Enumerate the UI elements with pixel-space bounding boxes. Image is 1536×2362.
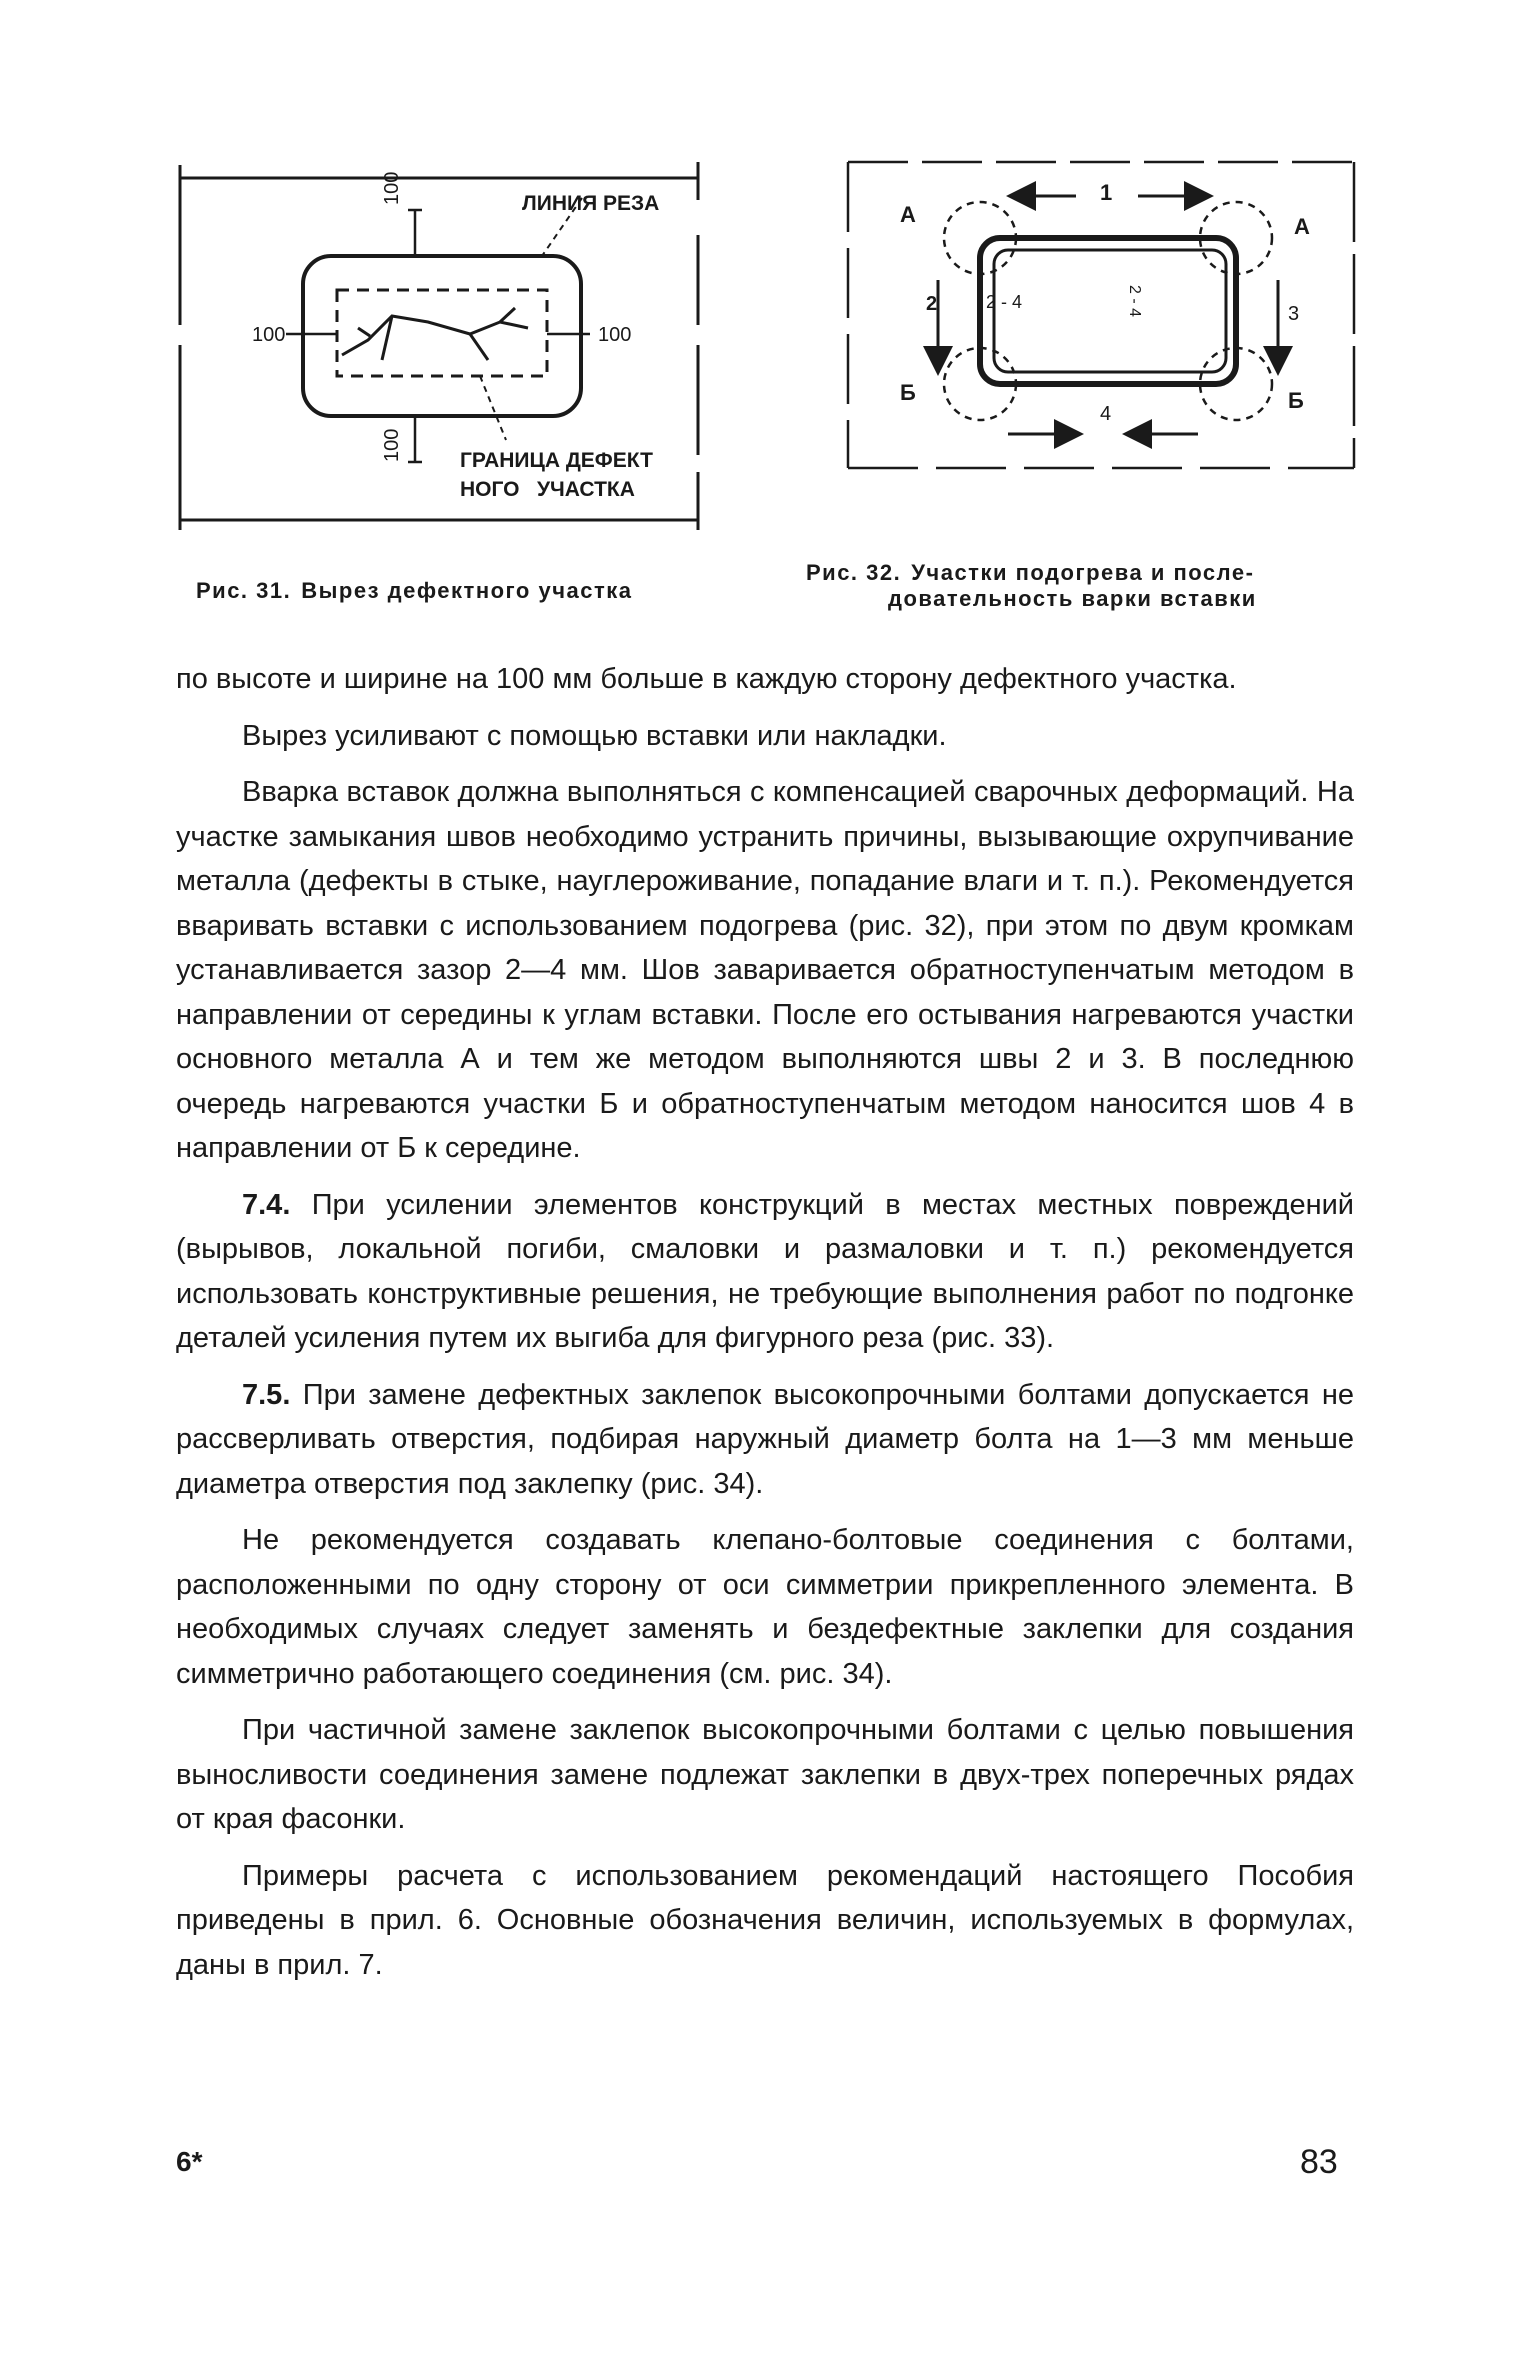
section-number: 7.5. (242, 1378, 291, 1411)
paragraph-text: по высоте и ширине на 100 мм больше в каждую сторону дефектного участка. (176, 663, 1237, 695)
paragraph-text: Не рекомендуется создавать клепано-болтовые соединения с болтами, расположенными по одну сторону от оси симметрии прикрепленного элемента. В необходимых случаях следует заменять и бездефектные заклепки для создания симметрично работающего соединения (см. рис. 34). (176, 1524, 1354, 1690)
figure-32-caption-line1: Участки подогрева и после- (911, 560, 1255, 585)
gap-horizontal-label: 2 - 4 (986, 292, 1023, 312)
boundary-label-line2: НОГО УЧАСТКА (460, 478, 635, 501)
dim-right-label: 100 (598, 324, 632, 346)
figure-32-caption-number: Рис. 32. (806, 560, 902, 585)
seam-2-label: 2 (926, 293, 938, 315)
paragraph-continuation (176, 657, 1354, 702)
seam-1-label: 1 (1100, 180, 1113, 205)
figure-32-caption (806, 560, 1366, 612)
boundary-label-line1: ГРАНИЦА ДЕФЕКТ (460, 449, 653, 472)
paragraph (176, 714, 1354, 759)
dim-bottom-label: 100 (381, 428, 403, 462)
body-text (176, 657, 1354, 1999)
section-7-5 (176, 1373, 1354, 1507)
seam-3-label: 3 (1288, 303, 1300, 325)
paragraph-text: Примеры расчета с использованием рекомендаций настоящего Пособия приведены в прил. 6. Основные обозначения величин, используемых в формулах, даны в прил. 7. (176, 1859, 1354, 1981)
cut-line-label: ЛИНИЯ РЕЗА (522, 192, 660, 215)
figure-31-frame (180, 162, 698, 530)
defect-boundary-dashed (337, 290, 547, 376)
figure-31-caption (196, 578, 666, 604)
label-b-left: Б (900, 380, 916, 405)
paragraph-text: Вырез усиливают с помощью вставки или накладки. (242, 719, 947, 752)
paragraph (176, 1854, 1354, 1988)
seam-4-label: 4 (1100, 403, 1112, 425)
figure-31 (170, 150, 730, 540)
figure-31-caption-text: Вырез дефектного участка (301, 578, 633, 603)
paragraph (176, 770, 1354, 1171)
paragraph (176, 1708, 1354, 1842)
paragraph (176, 1518, 1354, 1696)
label-a-right: А (1294, 214, 1310, 239)
figure-32 (838, 150, 1368, 490)
dim-left-label: 100 (252, 324, 286, 346)
dimension-marks (286, 210, 590, 462)
paragraph-text: При усилении элементов конструкций в местах местных повреждений (вырывов, локальной погиби, смаловки и размаловки и т. п.) рекомендуется использовать конструктивные решения, не требующие выполнения работ по подгонке деталей усиления путем их выгиба для фигурного реза (рис. 33). (176, 1188, 1354, 1354)
figure-31-caption-number: Рис. 31. (196, 578, 292, 603)
paragraph-text: При частичной замене заклепок высокопрочными болтами с целью повышения выносливости соединения замене подлежат заклепки в двух-трех поперечных рядах от края фасонки. (176, 1714, 1354, 1835)
gap-vertical-label: 2 - 4 (1126, 285, 1143, 318)
paragraph-text: Вварка вставок должна выполняться с компенсацией сварочных деформаций. На участке замыкания швов необходимо устранить причины, вызывающие охрупчивание металла (дефекты в стыке, науглероживание, попадание влаги и т. п.). Рекомендуется вваривать вставки с использованием подогрева (рис. 32), при этом по двум кромкам устанавливается зазор 2—4 мм. Шов заваривается обратноступенчатым методом в направлении от середины к углам вставки. После его остывания нагреваются участки основного металла А и тем же методом выполняются швы 2 и 3. В последнюю очередь нагреваются участки Б и обратноступенчатым методом наносится шов 4 в направлении от Б к середине. (176, 776, 1354, 1164)
paragraph-text: При замене дефектных заклепок высокопрочными болтами допускается не рассверливать отверстия, подбирая наружный диаметр болта на 1—3 мм меньше диаметра отверстия под заклепку (рис. 34). (176, 1378, 1354, 1500)
page-number: 83 (1300, 2143, 1338, 2181)
section-number: 7.4. (242, 1188, 291, 1221)
crack-lines (342, 308, 528, 360)
dim-top-label: 100 (381, 171, 403, 205)
label-b-right: Б (1288, 388, 1304, 413)
insert-plate-inner (994, 250, 1226, 372)
leader-lines (480, 198, 582, 440)
cut-line-contour (303, 256, 581, 416)
section-7-4 (176, 1183, 1354, 1361)
figure-32-caption-line2: довательность варки вставки (888, 586, 1257, 611)
label-a-left: А (900, 202, 916, 227)
signature-mark: 6* (176, 2146, 203, 2177)
